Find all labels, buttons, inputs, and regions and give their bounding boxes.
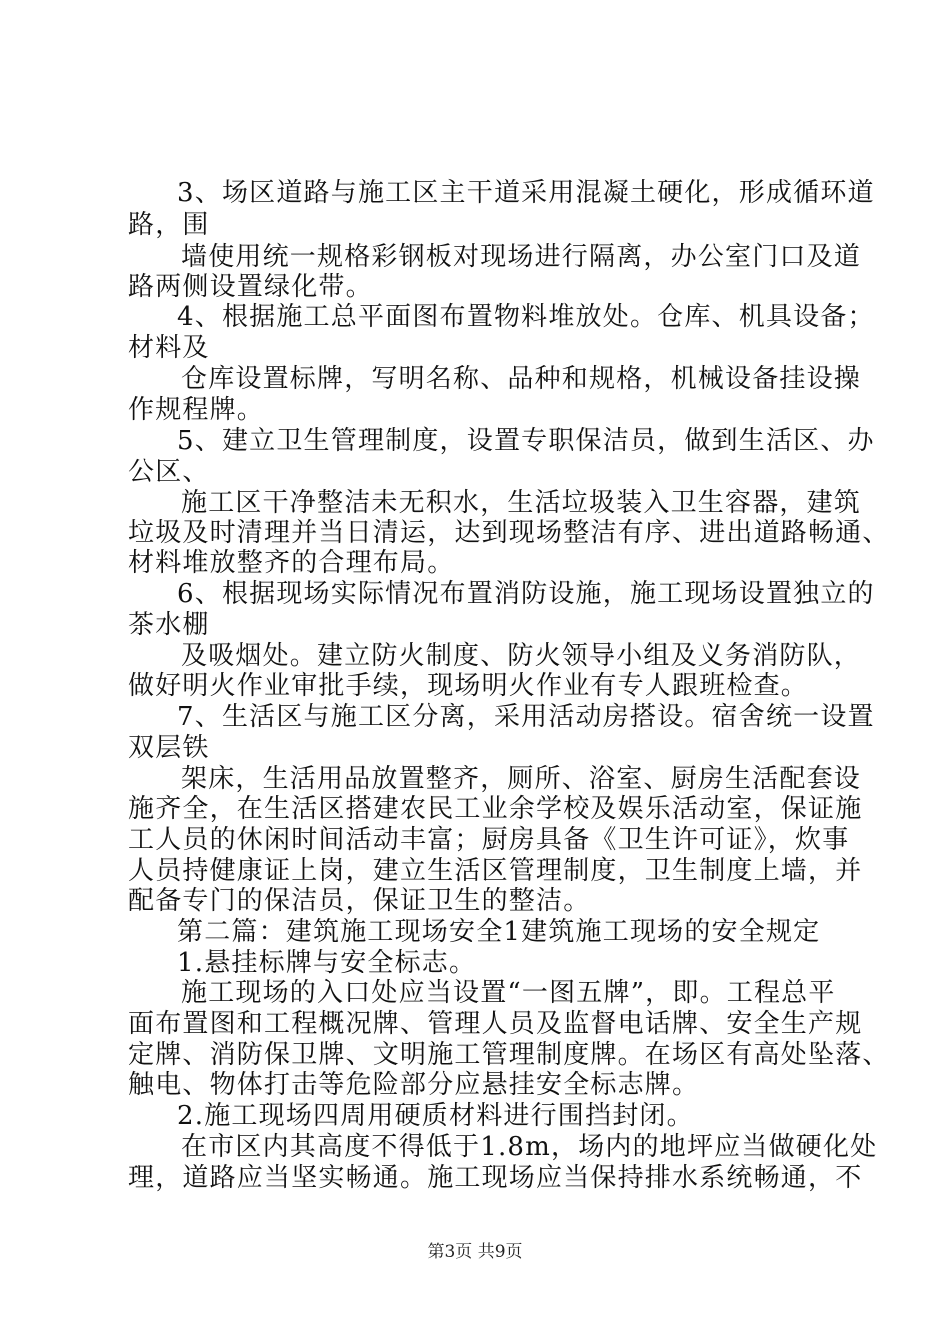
body-text-line: 墙使用统一规格彩钢板对现场进行隔离，办公室门口及道 — [181, 242, 862, 272]
body-text-line: 仓库设置标牌，写明名称、品种和规格，机械设备挂设操 — [181, 364, 862, 394]
body-text-line: 工人员的休闲时间活动丰富；厨房具备《卫生许可证》，炊事 — [128, 825, 850, 855]
body-text-line: 施工现场的入口处应当设置“一图五牌”，即。工程总平 — [181, 978, 836, 1008]
body-text-line: 材料堆放整齐的合理布局。 — [128, 548, 455, 578]
body-text-line: 施齐全，在生活区搭建农民工业余学校及娱乐活动室，保证施 — [128, 794, 863, 824]
body-text-line: 公区、 — [128, 457, 210, 487]
body-text-line: 路两侧设置绿化带。 — [128, 272, 373, 302]
body-text-line: 7、生活区与施工区分离，采用活动房搭设。宿舍统一设置 — [177, 702, 875, 732]
body-text-line: 定牌、消防保卫牌、文明施工管理制度牌。在场区有高处坠落、 — [128, 1040, 890, 1070]
body-text-line: 作规程牌。 — [128, 395, 265, 425]
body-text-line: 双层铁 — [128, 733, 210, 763]
body-text-line: 3、场区道路与施工区主干道采用混凝土硬化，形成循环道 — [177, 178, 875, 208]
body-text-line: 人员持健康证上岗，建立生活区管理制度，卫生制度上墙，并 — [128, 856, 863, 886]
body-text-line: 6、根据现场实际情况布置消防设施，施工现场设置独立的 — [177, 579, 875, 609]
body-text-line: 垃圾及时清理并当日清运，达到现场整洁有序、进出道路畅通、 — [128, 518, 890, 548]
body-text-line: 面布置图和工程概况牌、管理人员及监督电话牌、安全生产规 — [128, 1009, 863, 1039]
body-text-line: 1.悬挂标牌与安全标志。 — [177, 948, 477, 978]
body-text-line: 架床，生活用品放置整齐，厕所、浴室、厨房生活配套设 — [181, 764, 862, 794]
body-text-line: 做好明火作业审批手续，现场明火作业有专人跟班检查。 — [128, 671, 809, 701]
body-text-line: 施工区干净整洁未无积水，生活垃圾装入卫生容器，建筑 — [181, 488, 862, 518]
body-text-line: 配备专门的保洁员，保证卫生的整洁。 — [128, 886, 591, 916]
section-heading: 第二篇：建筑施工现场安全1建筑施工现场的安全规定 — [177, 917, 821, 947]
body-text-line: 2.施工现场四周用硬质材料进行围挡封闭。 — [177, 1101, 694, 1131]
body-text-line: 及吸烟处。建立防火制度、防火领导小组及义务消防队， — [181, 641, 862, 671]
body-text-line: 4、根据施工总平面图布置物料堆放处。仓库、机具设备； — [177, 302, 875, 332]
body-text-line: 茶水棚 — [128, 610, 210, 640]
body-text-line: 材料及 — [128, 333, 210, 363]
body-text-line: 路，围 — [128, 210, 210, 240]
body-text-line: 触电、物体打击等危险部分应悬挂安全标志牌。 — [128, 1070, 700, 1100]
page-footer: 第3页 共9页 — [427, 1242, 523, 1262]
body-text-line: 理，道路应当坚实畅通。施工现场应当保持排水系统畅通，不 — [128, 1163, 863, 1193]
body-text-line: 5、建立卫生管理制度，设置专职保洁员，做到生活区、办 — [177, 426, 875, 456]
body-text-line: 在市区内其高度不得低于1.8m，场内的地坪应当做硬化处 — [181, 1132, 878, 1162]
